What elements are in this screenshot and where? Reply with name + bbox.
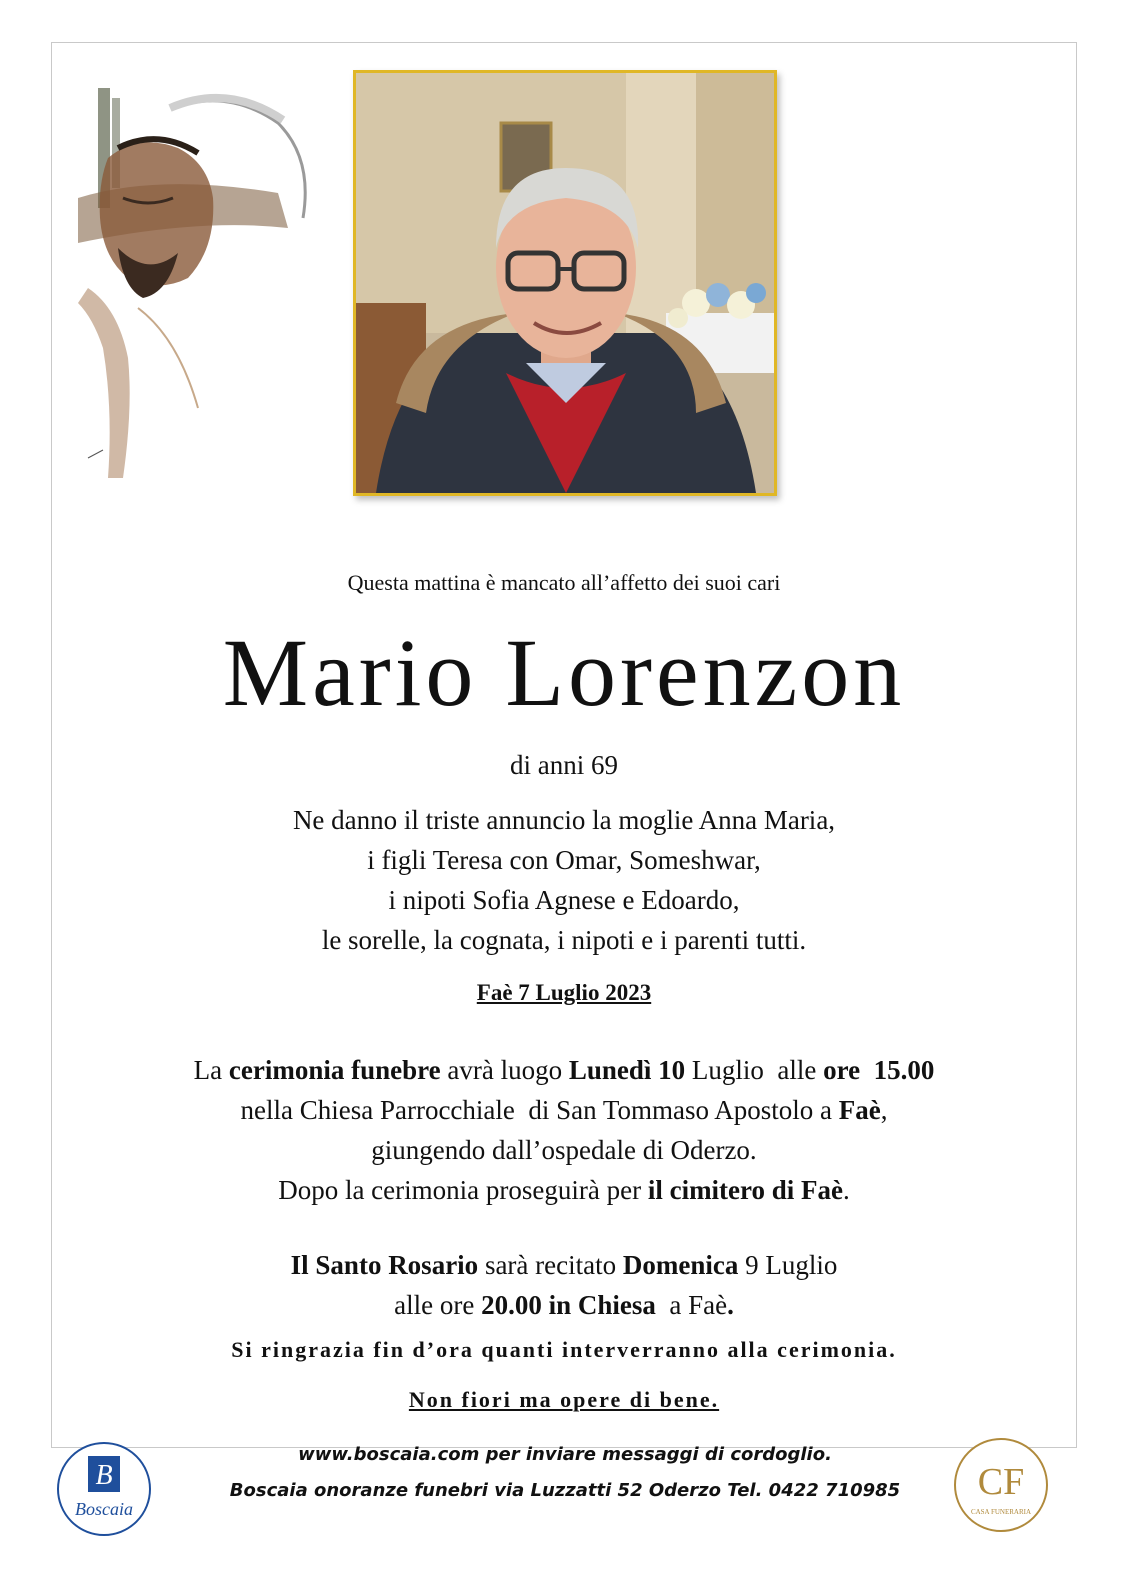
- text-bold: Domenica: [622, 1250, 739, 1280]
- deceased-name: Mario Lorenzon: [222, 619, 906, 726]
- ceremony-details: [51, 1050, 1077, 1210]
- family-line: le sorelle, la cognata, i nipoti e i parenti tutti.: [321, 925, 807, 955]
- age-text: di anni 69: [510, 750, 618, 780]
- ceremony-line-2: [51, 1090, 1077, 1130]
- logo-letters: CF: [977, 1461, 1025, 1503]
- ceremony-line-1: [51, 1050, 1077, 1090]
- text-bold: Lunedì 10: [568, 1055, 686, 1085]
- footer-address: Boscaia onoranze funebri via Luzzatti 52 Oderzo Tel. 0422 710985: [229, 1480, 901, 1501]
- logo-caption: CASA FUNERARIA: [970, 1508, 1032, 1516]
- rosary-line-1: [51, 1245, 1077, 1285]
- rosary-details: [51, 1245, 1077, 1325]
- casa-funeraria-logo: [952, 1436, 1050, 1534]
- no-flowers-text: Non fiori ma opere di bene.: [408, 1387, 720, 1412]
- text: avrà luogo: [440, 1055, 569, 1085]
- text: a Faè: [655, 1290, 728, 1320]
- text-bold: ore 15.00: [823, 1055, 935, 1085]
- text-bold: il cimitero di Faè: [647, 1175, 844, 1205]
- intro-text: Questa mattina è mancato all’affetto dei suoi cari: [347, 570, 781, 595]
- text-bold: Faè: [838, 1095, 881, 1125]
- portrait-photo: [353, 70, 777, 496]
- text: sarà recitato: [478, 1250, 623, 1280]
- text: Dopo la cerimonia proseguirà per: [278, 1175, 648, 1205]
- text-bold: cerimonia funebre: [228, 1055, 441, 1085]
- footer-website: www.boscaia.com per inviare messaggi di cordoglio.: [298, 1444, 832, 1465]
- text-bold: Il Santo Rosario: [290, 1250, 479, 1280]
- rosary-line-2: [51, 1285, 1077, 1325]
- logo-text: Boscaia: [75, 1499, 133, 1519]
- thanks-text: Si ringrazia fin d’ora quanti interverranno alla cerimonia.: [231, 1337, 897, 1362]
- family-line: i figli Teresa con Omar, Someshwar,: [367, 845, 761, 875]
- text: nella Chiesa Parrocchiale di San Tommaso Apostolo a: [240, 1095, 839, 1125]
- family-line: Ne danno il triste annuncio la moglie Anna Maria,: [292, 805, 836, 835]
- text: Luglio alle: [685, 1055, 824, 1085]
- ceremony-line-4: [51, 1170, 1077, 1210]
- text: La: [193, 1055, 229, 1085]
- place-date: Faè 7 Luglio 2023: [476, 980, 652, 1005]
- ceremony-line-3: giungendo dall’ospedale di Oderzo.: [371, 1135, 757, 1165]
- text-bold: .: [727, 1290, 734, 1320]
- boscaia-logo: [55, 1440, 153, 1538]
- text-bold: 20.00 in Chiesa: [481, 1290, 656, 1320]
- family-announcement: [51, 800, 1077, 960]
- text: .: [843, 1175, 850, 1205]
- logo-letter: B: [95, 1460, 113, 1491]
- text: alle ore: [394, 1290, 482, 1320]
- text: 9 Luglio: [738, 1250, 838, 1280]
- family-line: i nipoti Sofia Agnese e Edoardo,: [388, 885, 740, 915]
- crucifix-illustration: [78, 78, 328, 488]
- text: ,: [880, 1095, 888, 1125]
